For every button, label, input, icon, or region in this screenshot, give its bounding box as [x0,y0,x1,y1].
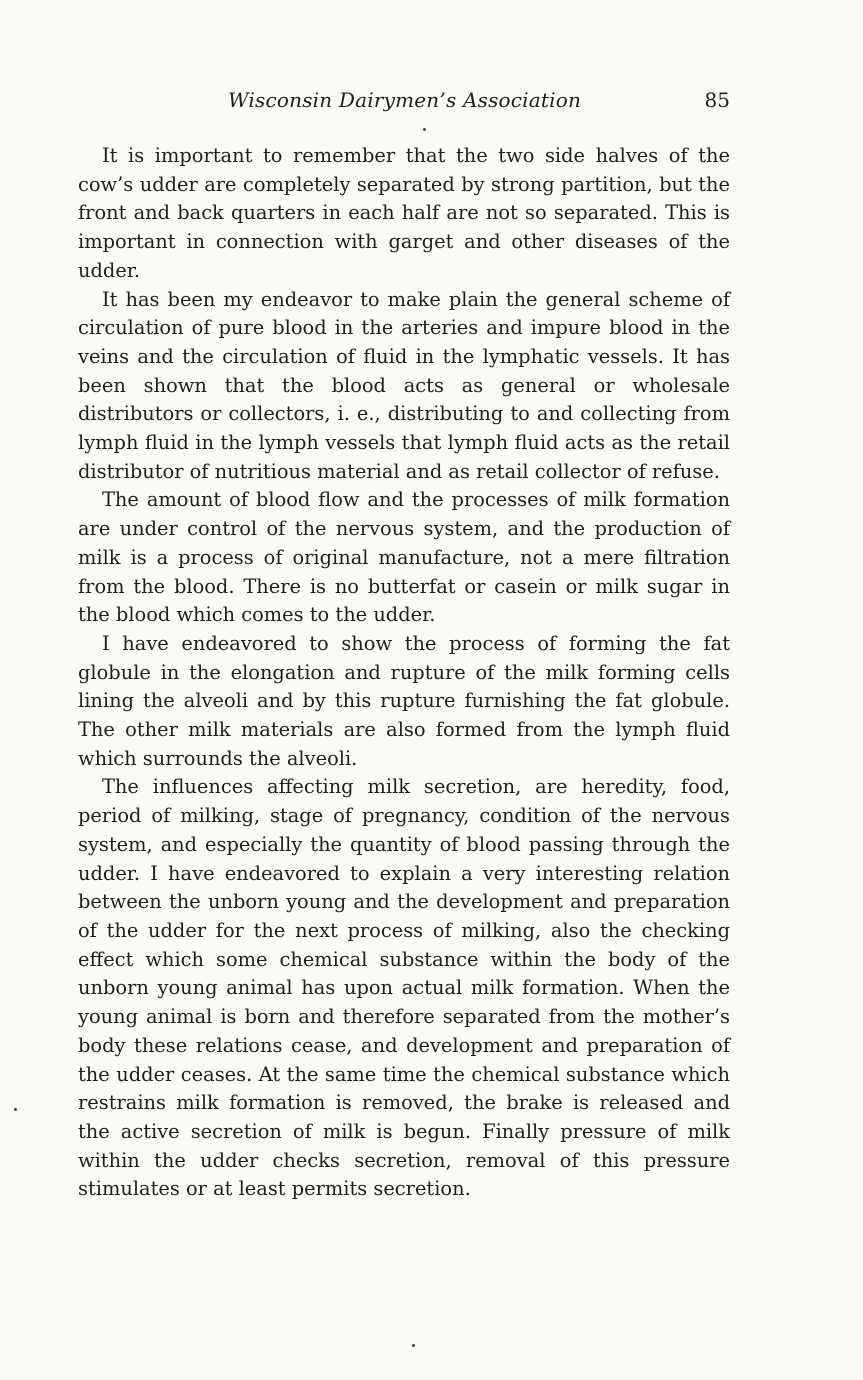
print-speck [412,1344,415,1347]
print-speck [14,1108,17,1111]
paragraph-udder-partition: It is important to remember that the two side halves of the cow’s udder are completely separated by strong partition, but the front and back quarters in each half are not so separated. This is important in connection with garget and other diseases of the udder. [78,144,730,282]
page-number: 85 [704,88,730,112]
paragraph-milk-formation: The amount of blood flow and the processes of milk formation are under control of the nervous system, and the production of milk is a process of original manufacture, not a mere filtration from the blood. There is no butterfat or casein or milk sugar in the blood which comes to the udder. [78,488,730,627]
paragraph-influences: The influences affecting milk secretion, are heredity, food, period of milking, stage of pregnancy, condition of the nervous system, and especially the quantity of blood passing through the udder. I have endeavored to explain a very interesting relation between the unborn young and the development and preparation of the udder for the next process of milking, also the checking effect which some chemical substance within the body of the unborn young animal has upon actual milk formation. When the young animal is born and therefore separated from the mother’s body these relations cease, and development and preparation of the udder ceases. At the same time the chemical substance which restrains milk formation is removed, the brake is released and the active secretion of milk is begun. Finally pressure of milk within the udder checks secretion, removal of this pressure stimulates or at least permits secretion. [78,775,730,1201]
paragraph-fat-globule: I have endeavored to show the process of forming the fat globule in the elongation and rupture of the milk forming cells lining the alveoli and by this rupture furnishing the fat globule. The other milk materials are also formed from the lymph fluid which surrounds the alveoli. [78,631,730,770]
paragraph-circulation: It has been my endeavor to make plain the general scheme of circulation of pure blood in the arteries and impure blood in the veins and the circulation of fluid in the lymphatic vessels. It has been shown that the blood acts as general or wholesale distributors or collectors, i. e., distributing to and collecting from lymph fluid in the lymph vessels that lymph fluid acts as the retail distributor of nutritious material and as retail collector of refuse. [78,287,730,483]
page-header [78,88,730,118]
body-text [78,142,730,1204]
print-speck [423,128,426,131]
running-title: Wisconsin Dairymen’s Association [228,88,582,112]
